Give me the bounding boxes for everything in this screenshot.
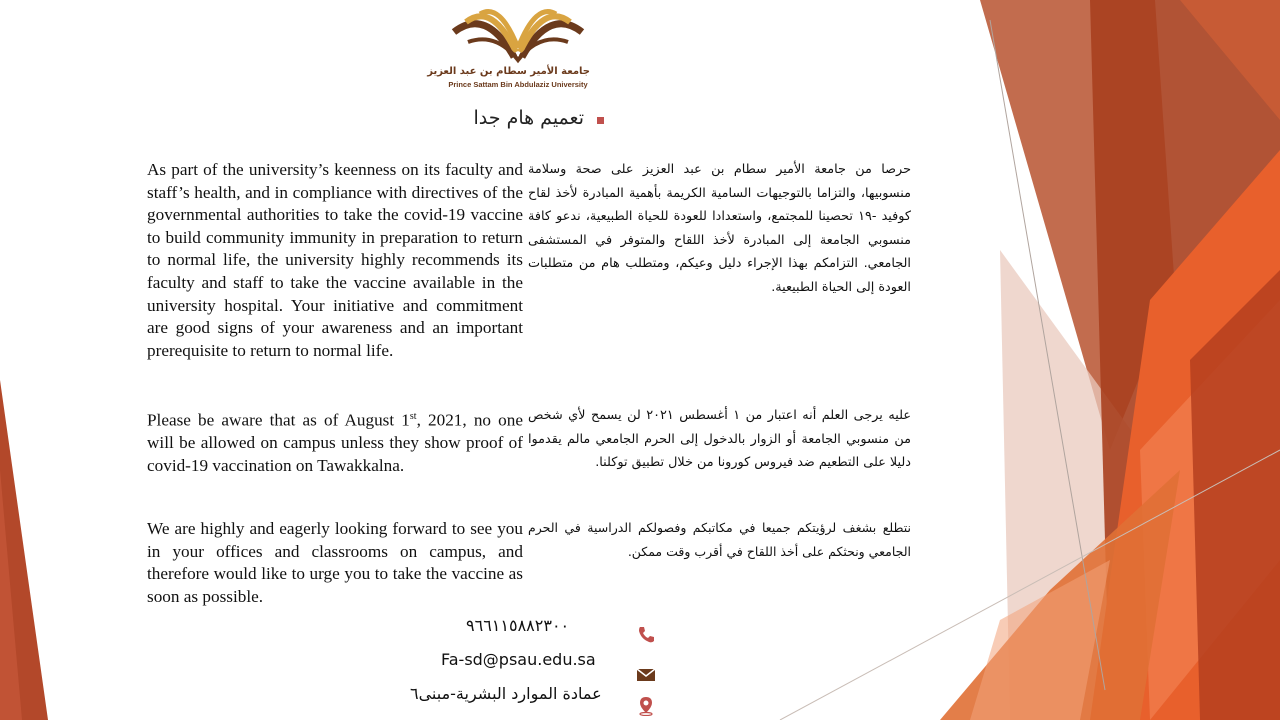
title-row bbox=[440, 106, 610, 136]
contact-location: عمادة الموارد البشرية-مبنى٦ bbox=[410, 684, 602, 703]
location-pin-icon bbox=[636, 696, 656, 716]
contact-email[interactable]: Fa-sd@psau.edu.sa bbox=[441, 650, 596, 669]
arabic-paragraph-3: نتطلع بشغف لرؤيتكم جميعا في مكاتبكم وفصولكم الدراسية في الحرم الجامعي ونحثكم على أخذ اللقاح في أقرب وقت ممكن. bbox=[528, 520, 911, 559]
english-paragraph-2: Please be aware that as of August 1st, 2021, no one will be allowed on campus unless they show proof of covid-19 vaccination on Tawakkalna. bbox=[147, 410, 523, 475]
arabic-paragraph-2: عليه يرجى العلم أنه اعتبار من ١ أغسطس ٢٠٢١ لن يسمح لأي شخص من منسوبي الجامعة أو الزوار بالدخول إلى الحرم الجامعي مالم يقدموا دليلا على التطعيم ضد فيروس كورونا من خلال تطبيق توكلنا. bbox=[528, 408, 911, 471]
square-bullet-icon bbox=[597, 117, 604, 124]
page-title: تعميم هام جدا bbox=[473, 107, 584, 129]
contact-phone: ٩٦٦١١٥٨٨٢٣٠٠ bbox=[466, 616, 570, 635]
logo-name-english: Prince Sattam Bin Abdulaziz University bbox=[448, 80, 588, 89]
logo-name-arabic: جامعة الأمير سطام بن عبد العزيز bbox=[427, 66, 590, 77]
english-paragraph-3: We are highly and eagerly looking forward to see you in your offices and classrooms on campus, and therefore would like to urge you to take the vaccine as soon as possible. bbox=[147, 519, 523, 606]
envelope-icon bbox=[636, 665, 656, 685]
arabic-paragraph-1: حرصا من جامعة الأمير سطام بن عبد العزيز على صحة وسلامة منسوبيها، والتزاما بالتوجيهات السامية الكريمة بأهمية المبادرة لأخذ لقاح كوفيد -١٩ تحصينا للمجتمع، واستعدادا للعودة للحياة الطبيعية، ندعو كافة منسوبي الجامعة إلى المبادرة لأخذ اللقاح والمتوفر في المستشفى الجامعي. التزامكم بهذا الإجراء دليل وعيكم، ومتطلب هام من متطلبات العودة إلى الحياة الطبيعية. bbox=[528, 162, 911, 295]
phone-icon bbox=[636, 625, 656, 645]
english-paragraph-1: As part of the university’s keenness on its faculty and staff’s health, and in compliance with directives of the governmental authorities to take the covid-19 vaccine to build community immunity in preparation to return to normal life, the university highly recommends its faculty and staff to take the vaccine available in the university hospital. Your initiative and commitment are good signs of your awareness and an important prerequisite to return to normal life. bbox=[147, 160, 523, 360]
